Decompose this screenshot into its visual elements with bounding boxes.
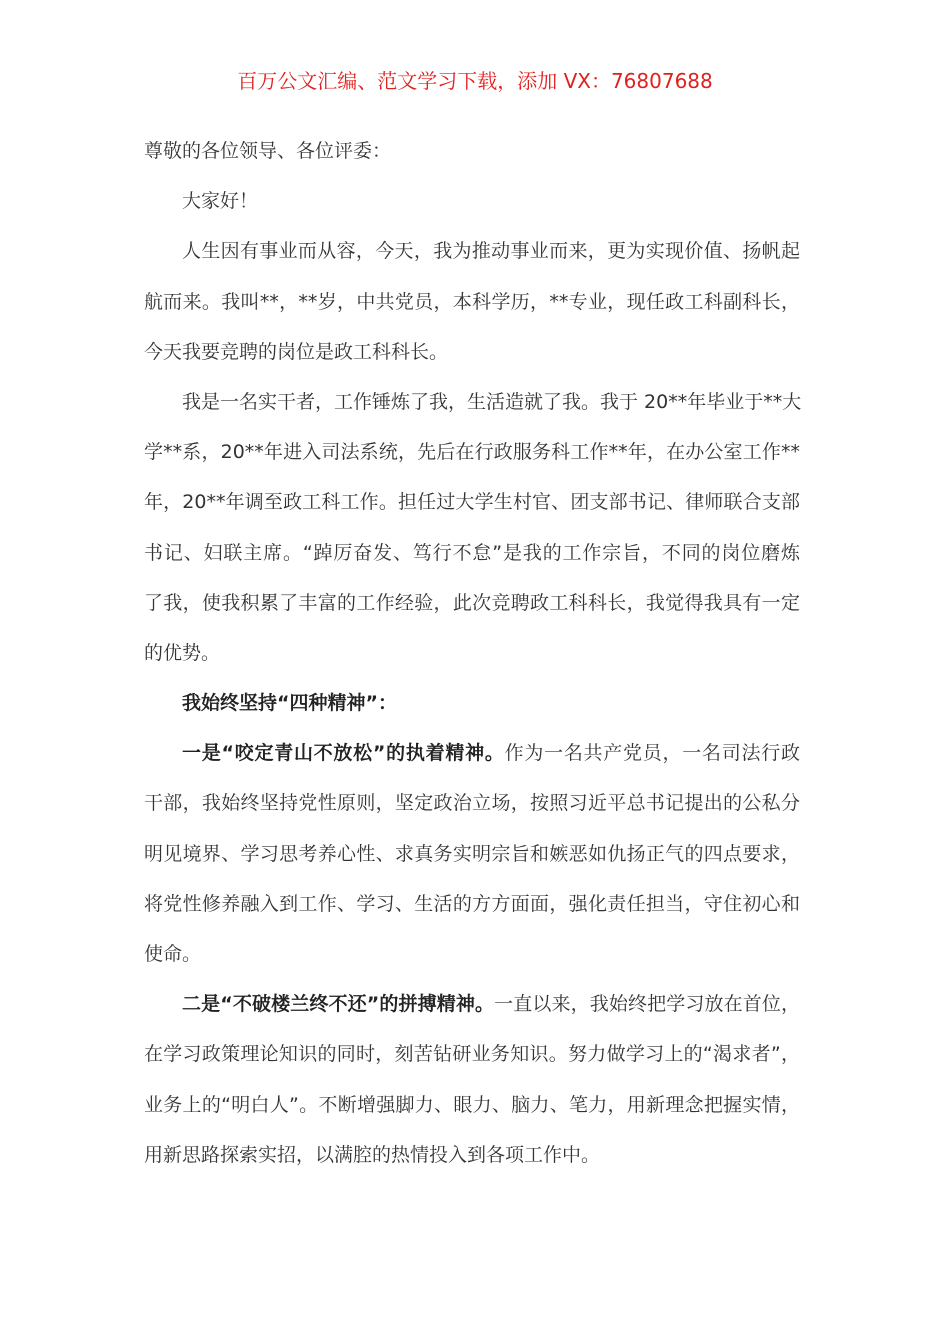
document-body <box>144 126 800 1180</box>
text-line: 干部，我始终坚持党性原则，坚定政治立场，按照习近平总书记提出的公私分 <box>144 792 800 815</box>
section-heading-text: 我始终坚持“四种精神”： <box>182 692 397 715</box>
text-line: 我是一名实干者，工作锤炼了我，生活造就了我。我于 20**年毕业于**大 <box>182 390 802 413</box>
text-line: 的优势。 <box>144 641 221 664</box>
bold-lead: 一是“咬定青山不放松”的执着精神。 <box>182 742 505 765</box>
text-span: 作为一名共产党员，一名司法行政 <box>504 742 800 765</box>
text-line <box>144 728 800 778</box>
text-line: 用新思路探索实招，以满腔的热情投入到各项工作中。 <box>144 1143 601 1166</box>
text-span: 一直以来，我始终把学习放在首位， <box>494 993 800 1016</box>
paragraph-spirit-two <box>144 979 800 1180</box>
text-line: 业务上的“明白人”。不断增强脚力、眼力、脑力、笔力，用新理念把握实情， <box>144 1093 800 1116</box>
text-line <box>144 979 800 1029</box>
paragraph-intro <box>144 226 800 377</box>
watermark-banner: 百万公文汇编、范文学习下载，添加 VX：76807688 <box>237 69 713 93</box>
paragraph-experience <box>144 377 800 678</box>
text-line: 在学习政策理论知识的同时，刻苦钻研业务知识。努力做学习上的“渴求者”， <box>144 1043 800 1066</box>
section-heading <box>144 678 800 728</box>
text-line: 航而来。我叫**，**岁，中共党员，本科学历，**专业，现任政工科副科长， <box>144 290 800 313</box>
text-line: 学**系，20**年进入司法系统，先后在行政服务科工作**年，在办公室工作** <box>144 441 800 464</box>
text-line: 将党性修养融入到工作、学习、生活的方方面面，强化责任担当，守住初心和 <box>144 892 800 915</box>
paragraph-spirit-one <box>144 728 800 979</box>
bold-lead: 二是“不破楼兰终不还”的拼搏精神。 <box>182 993 495 1016</box>
text-line: 使命。 <box>144 943 202 965</box>
text-line: 年，20**年调至政工科工作。担任过大学生村官、团支部书记、律师联合支部 <box>144 491 800 514</box>
text-line: 人生因有事业而从容，今天，我为推动事业而来，更为实现价值、扬帆起 <box>182 240 800 263</box>
text-line: 书记、妇联主席。“踔厉奋发、笃行不怠”是我的工作宗旨，不同的岗位磨炼 <box>144 541 800 564</box>
text-line: 明见境界、学习思考养心性、求真务实明宗旨和嫉恶如仇扬正气的四点要求， <box>144 842 800 865</box>
text-line: 今天我要竞聘的岗位是政工科科长。 <box>144 340 449 363</box>
salutation: 尊敬的各位领导、各位评委： <box>144 140 392 162</box>
greeting: 大家好！ <box>182 190 259 213</box>
text-line: 了我，使我积累了丰富的工作经验，此次竞聘政工科科长，我觉得我具有一定 <box>144 591 800 614</box>
